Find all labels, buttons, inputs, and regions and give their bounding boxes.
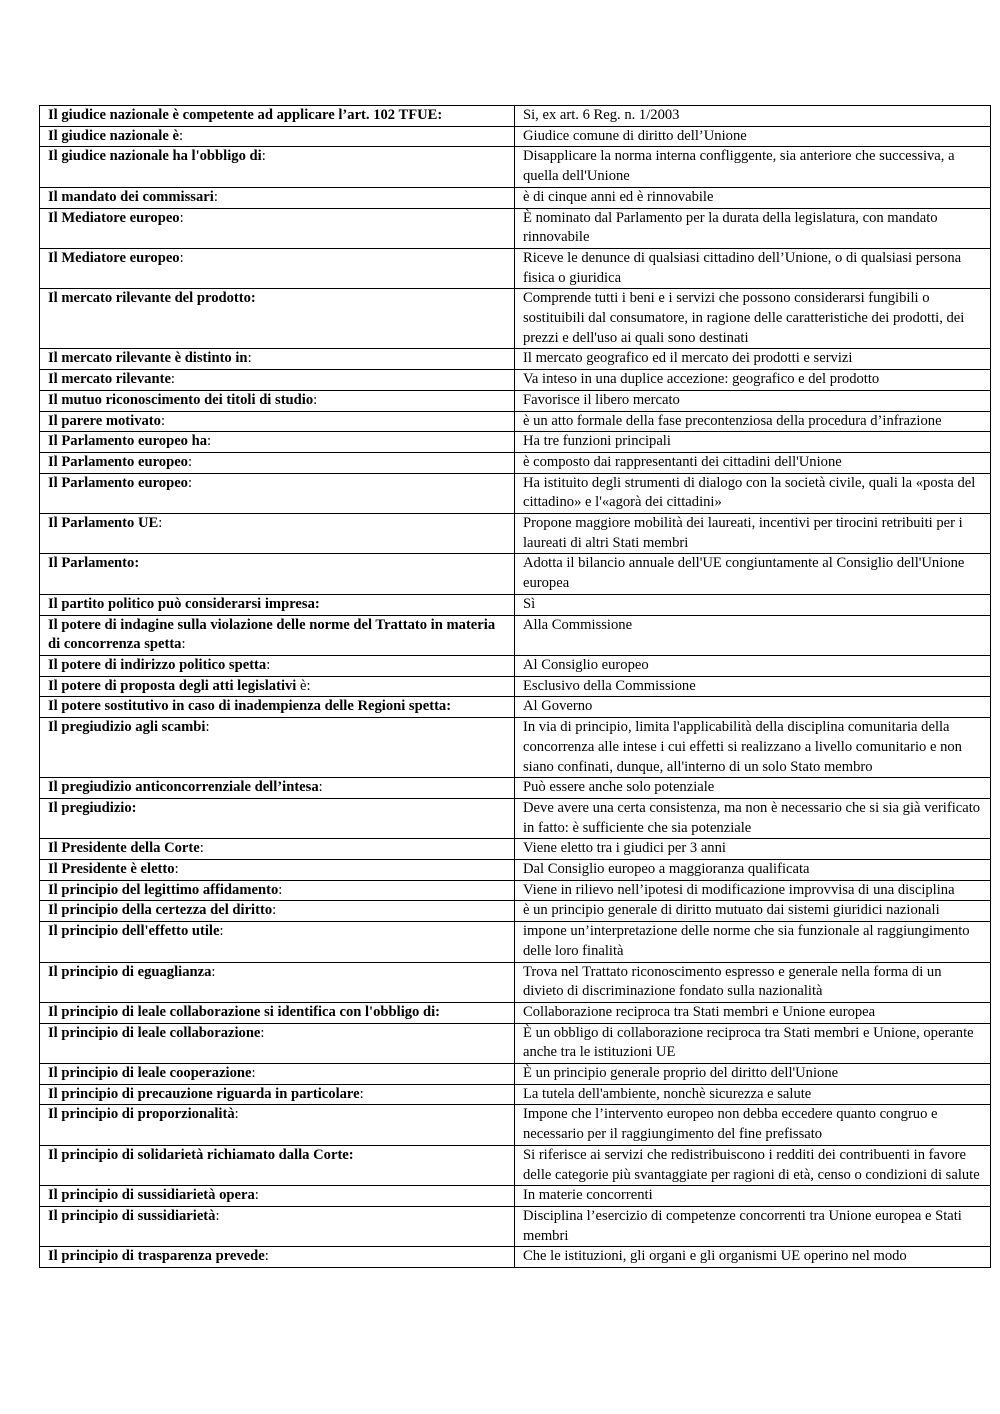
- question-suffix: :: [160, 412, 166, 429]
- question-text: Il Presidente è eletto: [48, 861, 175, 878]
- table-row: [40, 697, 991, 718]
- answer-cell: Al Governo: [515, 697, 991, 718]
- question-suffix: :: [170, 371, 175, 388]
- answer-cell: Favorisce il libero mercato: [515, 390, 991, 411]
- answer-cell: è di cinque anni ed è rinnovabile: [515, 187, 991, 208]
- answer-cell: Trova nel Trattato riconoscimento espresso e generale nella forma di un divieto di discriminazione fondato sulla nazionalità: [515, 962, 991, 1002]
- table-row: [40, 880, 991, 901]
- question-text: Il parere motivato: [48, 412, 161, 429]
- question-text: Il potere di proposta degli atti legislativi: [48, 677, 297, 694]
- question-suffix: :: [247, 350, 252, 367]
- question-cell: [40, 880, 515, 901]
- question-text: Il giudice nazionale è: [48, 127, 179, 144]
- table-row: [40, 289, 991, 349]
- question-text: Il potere di indagine sulla violazione delle norme del Trattato in materia di concorrenza spetta: [48, 616, 496, 653]
- answer-cell: È un obbligo di collaborazione reciproca tra Stati membri e Unione, operante anche tra le istituzioni UE: [515, 1023, 991, 1063]
- question-cell: [40, 432, 515, 453]
- table-row: [40, 554, 991, 594]
- question-cell: [40, 1023, 515, 1063]
- table-row: [40, 349, 991, 370]
- question-text: Il principio di sussidiarietà opera: [48, 1187, 255, 1204]
- question-cell: [40, 1064, 515, 1085]
- question-suffix: :: [174, 861, 179, 878]
- table-row: [40, 1145, 991, 1185]
- table-row: [40, 778, 991, 799]
- table-row: [40, 187, 991, 208]
- answer-cell: Sì: [515, 594, 991, 615]
- answer-cell: Il mercato geografico ed il mercato dei prodotti e servizi: [515, 349, 991, 370]
- question-text: Il mercato rilevante del prodotto:: [48, 290, 256, 307]
- table-row: [40, 655, 991, 676]
- question-suffix: :: [272, 902, 277, 919]
- answer-cell: La tutela dell'ambiente, nonchè sicurezza e salute: [515, 1084, 991, 1105]
- question-cell: [40, 1145, 515, 1185]
- question-text: Il mandato dei commissari: [48, 188, 214, 205]
- question-cell: [40, 289, 515, 349]
- question-text: Il Mediatore europeo: [48, 209, 180, 226]
- question-cell: [40, 554, 515, 594]
- question-suffix: :: [266, 656, 271, 673]
- question-cell: [40, 676, 515, 697]
- answer-cell: Ha istituito degli strumenti di dialogo con la società civile, quali la «posta del cittadino» e l'«agorà dei cittadini»: [515, 473, 991, 513]
- question-cell: [40, 370, 515, 391]
- table-row: [40, 676, 991, 697]
- answer-cell: Al Consiglio europeo: [515, 655, 991, 676]
- question-cell: [40, 1084, 515, 1105]
- question-cell: [40, 452, 515, 473]
- table-row: [40, 922, 991, 962]
- table-row: [40, 615, 991, 655]
- answer-cell: Giudice comune di diritto dell’Unione: [515, 126, 991, 147]
- question-cell: [40, 962, 515, 1002]
- table-row: [40, 208, 991, 248]
- question-cell: [40, 1105, 515, 1145]
- answer-cell: È un principio generale proprio del diritto dell'Unione: [515, 1064, 991, 1085]
- question-text: Il giudice nazionale ha l'obbligo di: [48, 148, 262, 165]
- question-suffix: :: [359, 1085, 364, 1102]
- question-text: Il Parlamento:: [48, 555, 140, 572]
- question-cell: [40, 594, 515, 615]
- answer-cell: è composto dai rappresentanti dei cittadini dell'Unione: [515, 452, 991, 473]
- question-text: Il principio di eguaglianza: [48, 963, 212, 980]
- question-text: Il principio della certezza del diritto: [48, 902, 273, 919]
- question-cell: [40, 473, 515, 513]
- question-cell: [40, 1206, 515, 1246]
- question-cell: [40, 839, 515, 860]
- table-row: [40, 1064, 991, 1085]
- question-suffix: :: [187, 453, 193, 470]
- question-text: Il principio di leale cooperazione: [48, 1065, 252, 1082]
- question-cell: [40, 390, 515, 411]
- question-text: Il Presidente della Corte: [48, 840, 200, 857]
- question-text: Il principio di leale collaborazione si identifica con l'obbligo di:: [48, 1003, 441, 1020]
- question-suffix: :: [187, 474, 193, 491]
- answer-cell: Deve avere una certa consistenza, ma non è necessario che si sia già verificato in fatto: è sufficiente che sia potenziale: [515, 798, 991, 838]
- question-text: Il principio dell'effetto utile: [48, 923, 220, 940]
- question-cell: [40, 1002, 515, 1023]
- table-row: [40, 1002, 991, 1023]
- question-suffix: :: [264, 1248, 269, 1265]
- table-row: [40, 594, 991, 615]
- table-row: [40, 1186, 991, 1207]
- question-cell: [40, 718, 515, 778]
- answer-cell: Comprende tutti i beni e i servizi che possono considerarsi fungibili o sostituibili dal consumatore, in ragione delle caratteristiche dei prodotti, dei prezzi e dell'uso ai quali sono destinati: [515, 289, 991, 349]
- answer-cell: impone un’interpretazione delle norme che sia funzionale al raggiungimento delle loro finalità: [515, 922, 991, 962]
- table-row: [40, 1206, 991, 1246]
- question-cell: [40, 349, 515, 370]
- answer-cell: È nominato dal Parlamento per la durata della legislatura, con mandato rinnovabile: [515, 208, 991, 248]
- answer-cell: Si, ex art. 6 Reg. n. 1/2003: [515, 106, 991, 127]
- question-text: Il potere sostitutivo in caso di inadempienza delle Regioni spetta:: [48, 698, 452, 715]
- table-row: [40, 514, 991, 554]
- answer-cell: Collaborazione reciproca tra Stati membri e Unione europea: [515, 1002, 991, 1023]
- qa-table-body: [40, 106, 991, 1268]
- question-cell: [40, 187, 515, 208]
- answer-cell: Impone che l’intervento europeo non debba eccedere quanto congruo e necessario per il raggiungimento del fine prefissato: [515, 1105, 991, 1145]
- answer-cell: Disapplicare la norma interna confliggente, sia anteriore che successiva, a quella dell'Unione: [515, 147, 991, 187]
- question-cell: [40, 901, 515, 922]
- question-text: Il Parlamento europeo: [48, 453, 188, 470]
- answer-cell: Viene eletto tra i giudici per 3 anni: [515, 839, 991, 860]
- answer-cell: Ha tre funzioni principali: [515, 432, 991, 453]
- question-suffix: :: [234, 1106, 239, 1123]
- question-suffix: è:: [296, 677, 311, 694]
- question-suffix: :: [261, 148, 266, 165]
- question-text: Il principio di trasparenza prevede: [48, 1248, 265, 1265]
- answer-cell: Disciplina l’esercizio di competenze concorrenti tra Unione europea e Stati membri: [515, 1206, 991, 1246]
- table-row: [40, 901, 991, 922]
- question-suffix: :: [254, 1187, 259, 1204]
- question-text: Il potere di indirizzo politico spetta: [48, 656, 267, 673]
- question-text: Il giudice nazionale è competente ad applicare l’art. 102 TFUE:: [48, 107, 443, 123]
- table-row: [40, 1105, 991, 1145]
- question-cell: [40, 1247, 515, 1268]
- question-text: Il Mediatore europeo: [48, 249, 180, 266]
- table-row: [40, 473, 991, 513]
- table-row: [40, 370, 991, 391]
- answer-cell: Si riferisce ai servizi che redistribuiscono i redditi dei contribuenti in favore delle categorie più svantaggiate per ragioni di età, censo o condizioni di salute: [515, 1145, 991, 1185]
- table-row: [40, 798, 991, 838]
- answer-cell: Va inteso in una duplice accezione: geografico e del prodotto: [515, 370, 991, 391]
- question-text: Il principio del legittimo affidamento: [48, 881, 279, 898]
- question-text: Il Parlamento europeo: [48, 474, 188, 491]
- table-row: [40, 718, 991, 778]
- question-text: Il mutuo riconoscimento dei titoli di studio: [48, 391, 314, 408]
- table-row: [40, 1247, 991, 1268]
- question-suffix: :: [179, 249, 184, 266]
- question-suffix: :: [158, 515, 163, 532]
- answer-cell: Adotta il bilancio annuale dell'UE congiuntamente al Consiglio dell'Unione europea: [515, 554, 991, 594]
- question-text: Il principio di proporzionalità: [48, 1106, 235, 1123]
- answer-cell: Dal Consiglio europeo a maggioranza qualificata: [515, 860, 991, 881]
- table-row: [40, 106, 991, 127]
- question-suffix: :: [219, 923, 224, 940]
- answer-cell: Riceve le denunce di qualsiasi cittadino dell’Unione, o di qualsiasi persona fisica o giuridica: [515, 248, 991, 288]
- table-row: [40, 248, 991, 288]
- table-row: [40, 1023, 991, 1063]
- question-cell: [40, 798, 515, 838]
- question-cell: [40, 126, 515, 147]
- question-suffix: :: [179, 209, 184, 226]
- question-text: Il principio di leale collaborazione: [48, 1024, 261, 1041]
- question-suffix: :: [199, 840, 204, 857]
- question-suffix: :: [205, 719, 210, 736]
- table-row: [40, 1084, 991, 1105]
- question-suffix: :: [207, 433, 212, 450]
- question-suffix: :: [251, 1065, 256, 1082]
- qa-table: [39, 105, 991, 1268]
- table-row: [40, 962, 991, 1002]
- question-text: Il principio di solidarietà richiamato dalla Corte:: [48, 1146, 354, 1163]
- table-row: [40, 411, 991, 432]
- answer-cell: In materie concorrenti: [515, 1186, 991, 1207]
- table-row: [40, 432, 991, 453]
- answer-cell: Alla Commissione: [515, 615, 991, 655]
- table-row: [40, 390, 991, 411]
- question-text: Il Parlamento europeo ha: [48, 433, 208, 450]
- question-cell: [40, 1186, 515, 1207]
- question-cell: [40, 106, 515, 127]
- question-text: Il mercato rilevante è distinto in: [48, 350, 248, 367]
- question-text: Il pregiudizio:: [48, 799, 137, 816]
- question-suffix: :: [213, 188, 218, 205]
- table-row: [40, 860, 991, 881]
- question-suffix: :: [178, 127, 184, 144]
- question-text: Il mercato rilevante: [48, 371, 171, 388]
- answer-cell: è un principio generale di diritto mutuato dai sistemi giuridici nazionali: [515, 901, 991, 922]
- question-cell: [40, 697, 515, 718]
- question-suffix: :: [215, 1207, 220, 1224]
- question-cell: [40, 922, 515, 962]
- table-row: [40, 839, 991, 860]
- question-cell: [40, 208, 515, 248]
- question-cell: [40, 514, 515, 554]
- answer-cell: In via di principio, limita l'applicabilità della disciplina comunitaria della concorrenza alle intese i cui effetti si realizzano a livello comunitario e non siano confinati, dunque, all'interno di un solo Stato membro: [515, 718, 991, 778]
- question-text: Il principio di sussidiarietà: [48, 1207, 216, 1224]
- question-text: Il pregiudizio anticoncorrenziale dell’intesa: [48, 779, 319, 796]
- table-row: [40, 452, 991, 473]
- question-suffix: :: [181, 636, 186, 653]
- table-row: [40, 126, 991, 147]
- question-text: Il pregiudizio agli scambi: [48, 719, 206, 736]
- question-suffix: :: [318, 779, 323, 796]
- question-cell: [40, 778, 515, 799]
- table-row: [40, 147, 991, 187]
- answer-cell: Viene in rilievo nell’ipotesi di modificazione improvvisa di una disciplina: [515, 880, 991, 901]
- question-cell: [40, 655, 515, 676]
- answer-cell: Propone maggiore mobilità dei laureati, incentivi per tirocini retribuiti per i laureati di altri Stati membri: [515, 514, 991, 554]
- question-cell: [40, 411, 515, 432]
- answer-cell: Esclusivo della Commissione: [515, 676, 991, 697]
- question-suffix: :: [278, 881, 283, 898]
- question-suffix: :: [313, 391, 318, 408]
- question-cell: [40, 147, 515, 187]
- question-text: Il principio di precauzione riguarda in particolare: [48, 1085, 360, 1102]
- answer-cell: è un atto formale della fase precontenziosa della procedura d’infrazione: [515, 411, 991, 432]
- question-text: Il partito politico può considerarsi impresa:: [48, 595, 320, 612]
- question-cell: [40, 248, 515, 288]
- question-cell: [40, 860, 515, 881]
- answer-cell: Può essere anche solo potenziale: [515, 778, 991, 799]
- question-suffix: :: [260, 1024, 265, 1041]
- answer-cell: Che le istituzioni, gli organi e gli organismi UE operino nel modo: [515, 1247, 991, 1268]
- question-cell: [40, 615, 515, 655]
- question-suffix: :: [211, 963, 216, 980]
- question-text: Il Parlamento UE: [48, 515, 159, 532]
